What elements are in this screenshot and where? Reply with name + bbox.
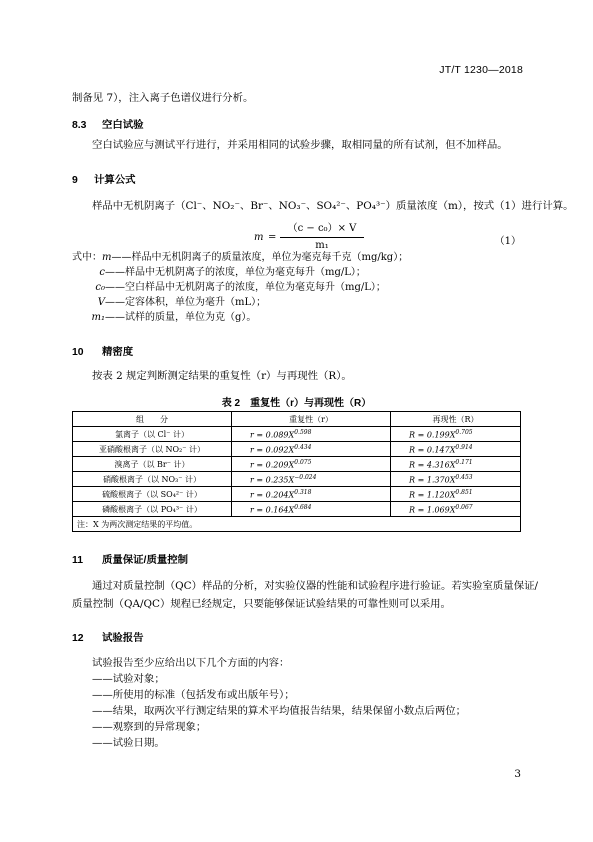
section-11-body-line1: 通过对质量控制（QC）样品的分析，对实验仪器的性能和试验程序进行验证。若实验室质量保证/: [92, 580, 538, 592]
reproducibility-cell: $R = 1.069X^{0.067}$: [391, 502, 521, 517]
precision-table: [72, 411, 521, 532]
list-item: ——试验日期。: [92, 737, 165, 749]
intro-line: 制备见 7），注入离子色谱仪进行分析。: [72, 92, 254, 104]
component-cell: 氯离子（以 Cl⁻ 计）: [73, 427, 232, 442]
report-contents-list: [92, 655, 466, 751]
component-cell: 硫酸根离子（以 SO₄²⁻ 计）: [73, 487, 232, 502]
exponent: 0.318: [294, 488, 312, 496]
list-item: ——观察到的异常现象；: [92, 721, 207, 733]
component-cell: 硝酸根离子（以 NO₃⁻ 计）: [73, 472, 232, 487]
definitions-lead: 式中：: [72, 252, 102, 263]
repeatability-cell: $r = 0.204X^{0.318}$: [232, 487, 391, 502]
definition-row: [72, 310, 408, 325]
table-row: [73, 502, 521, 517]
definition-text: ——样品中无机阴离子的质量浓度，单位为毫克每千克（mg/kg）；: [111, 252, 409, 263]
exponent: 0.684: [294, 503, 312, 511]
section-10-body: 按表 2 规定判断测定结果的重复性（r）与再现性（R）。: [92, 370, 352, 382]
section-9-intro: 样品中无机阴离子（Cl⁻、NO₂⁻、Br⁻、NO₃⁻、SO₄²⁻、PO₄³⁻）质量浓度（m），按式（1）进行计算。: [92, 200, 574, 212]
definition-text: ——样品中无机阴离子的浓度，单位为毫克每升（mg/L）；: [105, 267, 366, 278]
section-number: 9: [72, 175, 78, 186]
table-row: [73, 442, 521, 457]
definition-row: [72, 250, 408, 265]
exponent: 0.914: [455, 443, 473, 451]
table-row: [73, 487, 521, 502]
table-row: [73, 472, 521, 487]
definition-symbol: c: [99, 267, 105, 278]
section-8-3-heading: [72, 116, 144, 131]
definition-row: [72, 295, 408, 310]
exponent: 0.453: [455, 473, 473, 481]
definition-text: ——试样的质量，单位为克（g）。: [105, 312, 257, 323]
exponent: 0.171: [455, 458, 473, 466]
definition-symbol: V: [97, 297, 105, 308]
definition-row: [72, 280, 408, 295]
exponent: 0.851: [455, 488, 473, 496]
page-number: 3: [514, 768, 521, 780]
table-note: 注：X 为两次测定结果的平均值。: [73, 517, 521, 532]
formula-fraction: [280, 223, 364, 252]
list-item: ——试验对象；: [92, 673, 165, 685]
repeatability-cell: $r = 0.089X^{0.598}$: [232, 427, 391, 442]
formula-equals: =: [268, 232, 277, 243]
equation-number: （1）: [494, 236, 521, 247]
formula-numerator: （c − c₀）× V: [287, 223, 357, 234]
definition-symbol: c₀: [95, 282, 105, 293]
table-header-row: [73, 412, 521, 427]
section-title: 空白试验: [102, 120, 144, 131]
exponent: 0.434: [294, 443, 312, 451]
component-cell: 磷酸根离子（以 PO₄³⁻ 计）: [73, 502, 232, 517]
section-number: 12: [72, 633, 84, 644]
repeatability-cell: $r = 0.235X^{-0.024}$: [232, 472, 391, 487]
table-row: [73, 457, 521, 472]
exponent: 0.075: [294, 458, 312, 466]
section-11-body-line2: 质量控制（QA/QC）规程已经规定，只要能够保证试验结果的可靠性则可以采用。: [72, 598, 451, 610]
exponent: 0.067: [455, 503, 473, 511]
exponent: 0.598: [294, 428, 312, 436]
list-item: ——所使用的标准（包括发布或出版年号）；: [92, 689, 295, 701]
formula-lhs: m: [254, 232, 264, 243]
reproducibility-cell: $R = 1.120X^{0.851}$: [391, 487, 521, 502]
repeatability-cell: $r = 0.092X^{0.434}$: [232, 442, 391, 457]
section-number: 11: [72, 555, 83, 566]
fraction-bar: [280, 237, 364, 238]
definition-text: ——空白样品中无机阴离子的浓度，单位为毫克每升（mg/L）；: [105, 282, 386, 293]
reproducibility-cell: $R = 0.147X^{0.914}$: [391, 442, 521, 457]
document-code: JT/T 1230—2018: [439, 64, 523, 76]
section-11-heading: [72, 551, 188, 566]
section-8-3-body: 空白试验应与测试平行进行，并采用相同的试验步骤，取相同量的所有试剂，但不加样品。: [92, 139, 508, 151]
repeatability-cell: $r = 0.164X^{0.684}$: [232, 502, 391, 517]
list-intro: 试验报告至少应给出以下几个方面的内容：: [92, 657, 290, 669]
section-title: 计算公式: [94, 175, 136, 186]
reproducibility-cell: $R = 4.316X^{0.171}$: [391, 457, 521, 472]
section-title: 质量保证/质量控制: [102, 555, 189, 566]
section-title: 试验报告: [102, 633, 144, 644]
component-cell: 亚硝酸根离子（以 NO₂⁻ 计）: [73, 442, 232, 457]
section-9-heading: [72, 171, 136, 186]
definition-row: [72, 265, 408, 280]
section-title: 精密度: [102, 347, 134, 358]
table-row: [73, 427, 521, 442]
exponent: 0.705: [455, 428, 473, 436]
column-header: 重复性（r）: [232, 412, 391, 427]
section-10-heading: [72, 343, 133, 358]
exponent: −0.024: [294, 473, 317, 481]
definition-symbol: m₁: [91, 312, 105, 323]
section-number: 8.3: [72, 120, 87, 131]
table-2-title: 表 2 重复性（r）与再现性（R）: [221, 398, 372, 409]
section-number: 10: [72, 347, 84, 358]
definition-text: ——定容体积，单位为毫升（mL）；: [105, 297, 267, 308]
reproducibility-cell: $R = 1.370X^{0.453}$: [391, 472, 521, 487]
formula-denominator: m₁: [315, 240, 329, 251]
list-item: ——结果，取两次平行测定结果的算术平均值报告结果，结果保留小数点后两位；: [92, 705, 467, 717]
repeatability-cell: $r = 0.209X^{0.075}$: [232, 457, 391, 472]
section-12-heading: [72, 629, 144, 644]
reproducibility-cell: $R = 0.199X^{0.705}$: [391, 427, 521, 442]
table-note-row: [73, 517, 521, 532]
column-header: 再现性（R）: [391, 412, 521, 427]
column-header: 组 分: [73, 412, 232, 427]
component-cell: 溴离子（以 Br⁻ 计）: [73, 457, 232, 472]
definition-symbol: m: [102, 252, 112, 263]
variable-definitions: [72, 250, 408, 325]
